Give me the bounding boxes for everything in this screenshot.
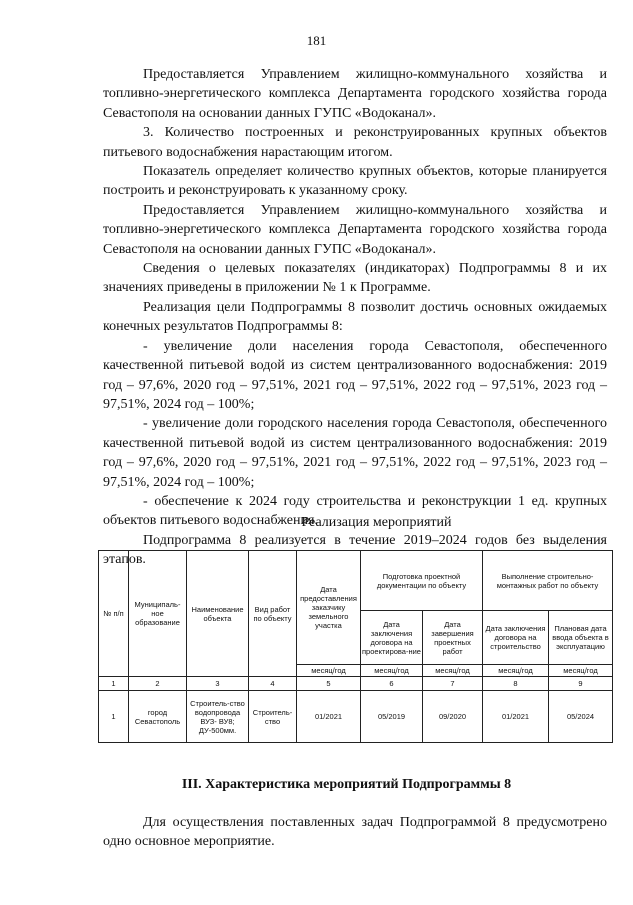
paragraph: Предоставляется Управлением жилищно-коммунального хозяйства и топливно-энергетического комплекса Департамента городского хозяйства города Севастополя на основании данных ГУПС «Водоканал». xyxy=(103,67,607,121)
header-construction-contract-date: Дата заключения договора на строительство xyxy=(483,611,549,665)
row-object-name: Строитель-ство водопровода ВУЗ- ВУ8; ДУ-500мм. xyxy=(187,691,249,743)
column-number: 6 xyxy=(361,677,423,691)
unit-cell: месяц/год xyxy=(549,665,613,677)
unit-cell: месяц/год xyxy=(361,665,423,677)
column-number: 5 xyxy=(297,677,361,691)
column-number: 4 xyxy=(249,677,297,691)
header-commissioning-date: Плановая дата ввода объекта в эксплуатацию xyxy=(549,611,613,665)
row-work-type: Строитель-ство xyxy=(249,691,297,743)
column-number: 9 xyxy=(549,677,613,691)
header-municipality: Муниципаль-ное образование xyxy=(129,551,187,677)
unit-cell: месяц/год xyxy=(423,665,483,677)
row-construction-contract-date: 01/2021 xyxy=(483,691,549,743)
paragraph: - обеспечение к 2024 году строительства и реконструкции 1 ед. крупных объектов питьевого водоснабжения. xyxy=(103,493,607,529)
column-number: 2 xyxy=(129,677,187,691)
row-design-contract-date: 05/2019 xyxy=(361,691,423,743)
paragraph: Сведения о целевых показателях (индикаторах) Подпрограммы 8 и их значениях приведены в приложении № 1 к Программе. xyxy=(103,261,607,296)
table-row xyxy=(99,691,613,743)
header-design-group: Подготовка проектной документации по объекту xyxy=(361,551,483,611)
paragraph: 3. Количество построенных и реконструированных крупных объектов питьевого водоснабжения нарастающим итогом. xyxy=(103,125,607,160)
header-design-complete-date: Дата завершения проектных работ xyxy=(423,611,483,665)
paragraph: - увеличение доли населения города Севастополя, обеспеченного качественной питьевой водой из систем централизованного водоснабжения: 2019 год – 97,6%, 2020 год – 97,51%, 2021 год – 97,51%, 2022 год – 97,51%, 2023 год – 97,51%, 2024 год – 100%; xyxy=(103,338,607,412)
row-municipality: город Севастополь xyxy=(129,691,187,743)
row-land-date: 01/2021 xyxy=(297,691,361,743)
column-number: 7 xyxy=(423,677,483,691)
paragraph: - увеличение доли городского населения города Севастополя, обеспеченного качественной питьевой водой из систем централизованного водоснабжения: 2019 год – 97,6%, 2020 год – 97,51%, 2021 год – 97,51%, 2022 год – 97,51%, 2023 год – 97,51%, 2024 год – 100%; xyxy=(103,416,607,490)
header-construction-group: Выполнение строительно-монтажных работ по объекту xyxy=(483,551,613,611)
header-design-contract-date: Дата заключения договора на проектирова-ние xyxy=(361,611,423,665)
table-caption: Реализация мероприятий xyxy=(301,515,452,530)
row-num: 1 xyxy=(99,691,129,743)
column-number: 8 xyxy=(483,677,549,691)
body-text xyxy=(103,65,607,570)
row-commissioning-date: 05/2024 xyxy=(549,691,613,743)
closing-paragraph: Для осуществления поставленных задач Подпрограммой 8 предусмотрено одно основное мероприятие. xyxy=(103,815,607,850)
unit-cell: месяц/год xyxy=(297,665,361,677)
header-object-name: Наименование объекта xyxy=(187,551,249,677)
paragraph: Предоставляется Управлением жилищно-коммунального хозяйства и топливно-энергетического комплекса Департамента городского хозяйства города Севастополя на основании данных ГУПС «Водоканал». xyxy=(103,202,607,257)
paragraph: Показатель определяет количество крупных объектов, которые планируется построить и реконструировать к указанному сроку. xyxy=(103,164,607,199)
header-land-date: Дата предоставления заказчику земельного участка xyxy=(297,551,361,665)
row-design-complete-date: 09/2020 xyxy=(423,691,483,743)
column-number-row xyxy=(99,677,613,691)
unit-cell: месяц/год xyxy=(483,665,549,677)
closing-text xyxy=(103,813,607,852)
header-num: № п/п xyxy=(99,551,129,677)
column-number: 3 xyxy=(187,677,249,691)
paragraph: Реализация цели Подпрограммы 8 позволит достичь основных ожидаемых конечных результатов Подпрограммы 8: xyxy=(103,299,607,335)
page-number: 181 xyxy=(306,33,327,48)
activities-table xyxy=(98,550,613,743)
header-work-type: Вид работ по объекту xyxy=(249,551,297,677)
section-title: III. Характеристика мероприятий Подпрограммы 8 xyxy=(181,777,512,792)
column-number: 1 xyxy=(99,677,129,691)
paragraph: Подпрограмма 8 реализуется в течение 2019–2024 годов без выделения этапов. xyxy=(103,532,607,568)
